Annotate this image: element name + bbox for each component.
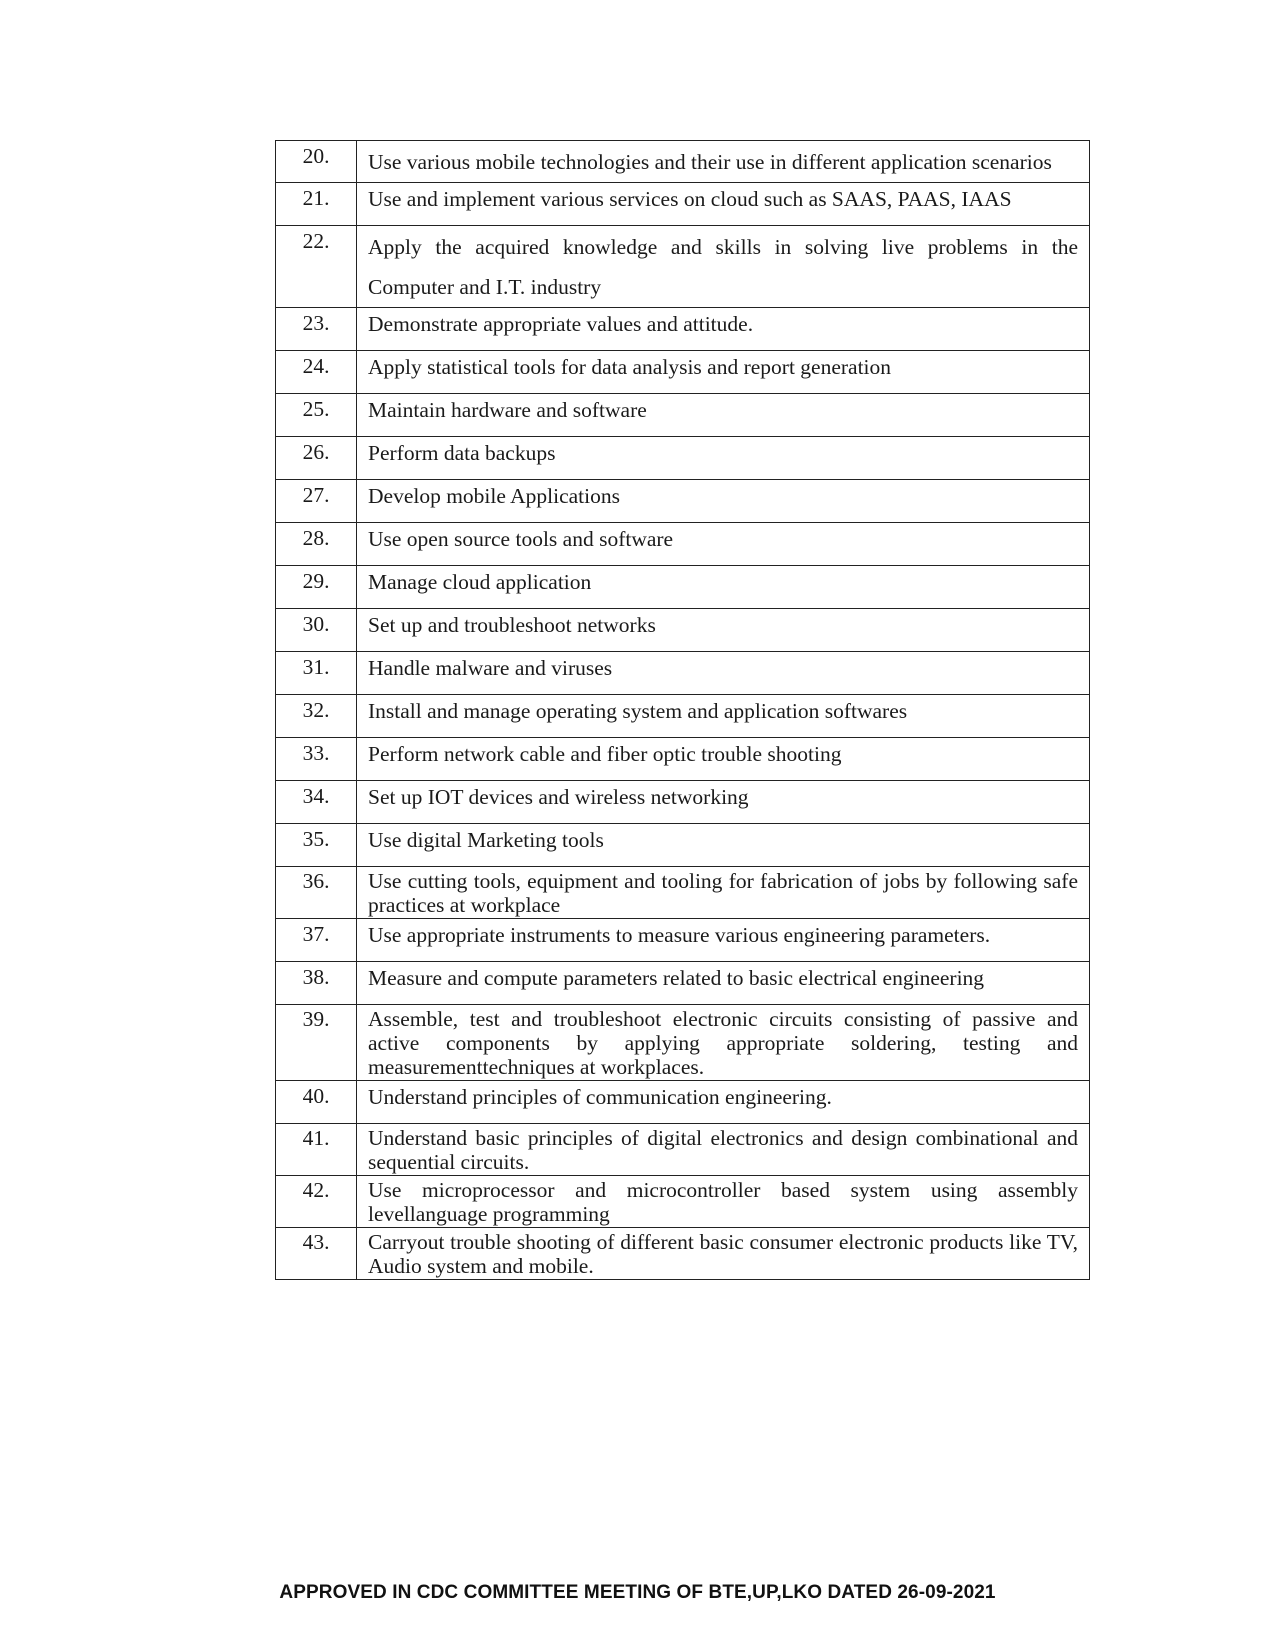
table-row — [276, 738, 1090, 781]
table-row — [276, 1228, 1090, 1280]
item-number: 35. — [276, 824, 357, 867]
item-number: 40. — [276, 1081, 357, 1124]
outcomes-table-body — [276, 141, 1090, 1280]
item-number: 43. — [276, 1228, 357, 1280]
item-number: 36. — [276, 867, 357, 919]
table-row — [276, 781, 1090, 824]
item-text: Set up IOT devices and wireless networking — [357, 781, 1090, 824]
table-row — [276, 695, 1090, 738]
item-text: Understand principles of communication engineering. — [357, 1081, 1090, 1124]
item-text: Manage cloud application — [357, 566, 1090, 609]
item-text: Assemble, test and troubleshoot electronic circuits consisting of passive and active components by applying appropriate soldering, testing and measurementtechniques at workplaces. — [357, 1005, 1090, 1081]
item-number: 24. — [276, 351, 357, 394]
item-number: 39. — [276, 1005, 357, 1081]
item-number: 21. — [276, 183, 357, 226]
item-text: Set up and troubleshoot networks — [357, 609, 1090, 652]
item-number: 37. — [276, 919, 357, 962]
item-text: Carryout trouble shooting of different basic consumer electronic products like TV, Audio system and mobile. — [357, 1228, 1090, 1280]
table-row — [276, 226, 1090, 308]
table-row — [276, 1124, 1090, 1176]
item-number: 26. — [276, 437, 357, 480]
item-number: 25. — [276, 394, 357, 437]
item-number: 30. — [276, 609, 357, 652]
item-number: 31. — [276, 652, 357, 695]
item-text: Measure and compute parameters related to basic electrical engineering — [357, 962, 1090, 1005]
approval-footer: APPROVED IN CDC COMMITTEE MEETING OF BTE,UP,LKO DATED 26-09-2021 — [279, 1582, 996, 1603]
table-row — [276, 523, 1090, 566]
table-row — [276, 351, 1090, 394]
table-row — [276, 566, 1090, 609]
item-number: 29. — [276, 566, 357, 609]
item-number: 28. — [276, 523, 357, 566]
table-row — [276, 824, 1090, 867]
table-row — [276, 1081, 1090, 1124]
item-text: Develop mobile Applications — [357, 480, 1090, 523]
item-number: 33. — [276, 738, 357, 781]
item-text: Perform network cable and fiber optic trouble shooting — [357, 738, 1090, 781]
item-text: Use and implement various services on cloud such as SAAS, PAAS, IAAS — [357, 183, 1090, 226]
item-text: Maintain hardware and software — [357, 394, 1090, 437]
item-text: Apply the acquired knowledge and skills in solving live problems in the Computer and I.T. industry — [357, 226, 1090, 308]
item-text: Understand basic principles of digital electronics and design combinational and sequential circuits. — [357, 1124, 1090, 1176]
item-text: Use cutting tools, equipment and tooling for fabrication of jobs by following safe practices at workplace — [357, 867, 1090, 919]
table-row — [276, 308, 1090, 351]
outcomes-table — [275, 140, 1090, 1280]
item-number: 22. — [276, 226, 357, 308]
item-number: 42. — [276, 1176, 357, 1228]
item-text: Demonstrate appropriate values and attitude. — [357, 308, 1090, 351]
item-number: 34. — [276, 781, 357, 824]
table-row — [276, 437, 1090, 480]
item-text: Use open source tools and software — [357, 523, 1090, 566]
table-row — [276, 652, 1090, 695]
item-text: Perform data backups — [357, 437, 1090, 480]
item-text: Use appropriate instruments to measure various engineering parameters. — [357, 919, 1090, 962]
item-text: Use microprocessor and microcontroller based system using assembly levellanguage programming — [357, 1176, 1090, 1228]
table-row — [276, 141, 1090, 183]
item-number: 23. — [276, 308, 357, 351]
table-row — [276, 867, 1090, 919]
table-row — [276, 1005, 1090, 1081]
table-row — [276, 183, 1090, 226]
table-row — [276, 480, 1090, 523]
table-row — [276, 394, 1090, 437]
item-text: Handle malware and viruses — [357, 652, 1090, 695]
item-number: 27. — [276, 480, 357, 523]
item-text: Use digital Marketing tools — [357, 824, 1090, 867]
item-number: 41. — [276, 1124, 357, 1176]
item-text: Install and manage operating system and application softwares — [357, 695, 1090, 738]
item-number: 38. — [276, 962, 357, 1005]
table-row — [276, 609, 1090, 652]
item-text: Apply statistical tools for data analysis and report generation — [357, 351, 1090, 394]
table-row — [276, 962, 1090, 1005]
item-text: Use various mobile technologies and their use in different application scenarios — [357, 141, 1090, 183]
item-number: 20. — [276, 141, 357, 183]
item-number: 32. — [276, 695, 357, 738]
table-row — [276, 919, 1090, 962]
table-row — [276, 1176, 1090, 1228]
